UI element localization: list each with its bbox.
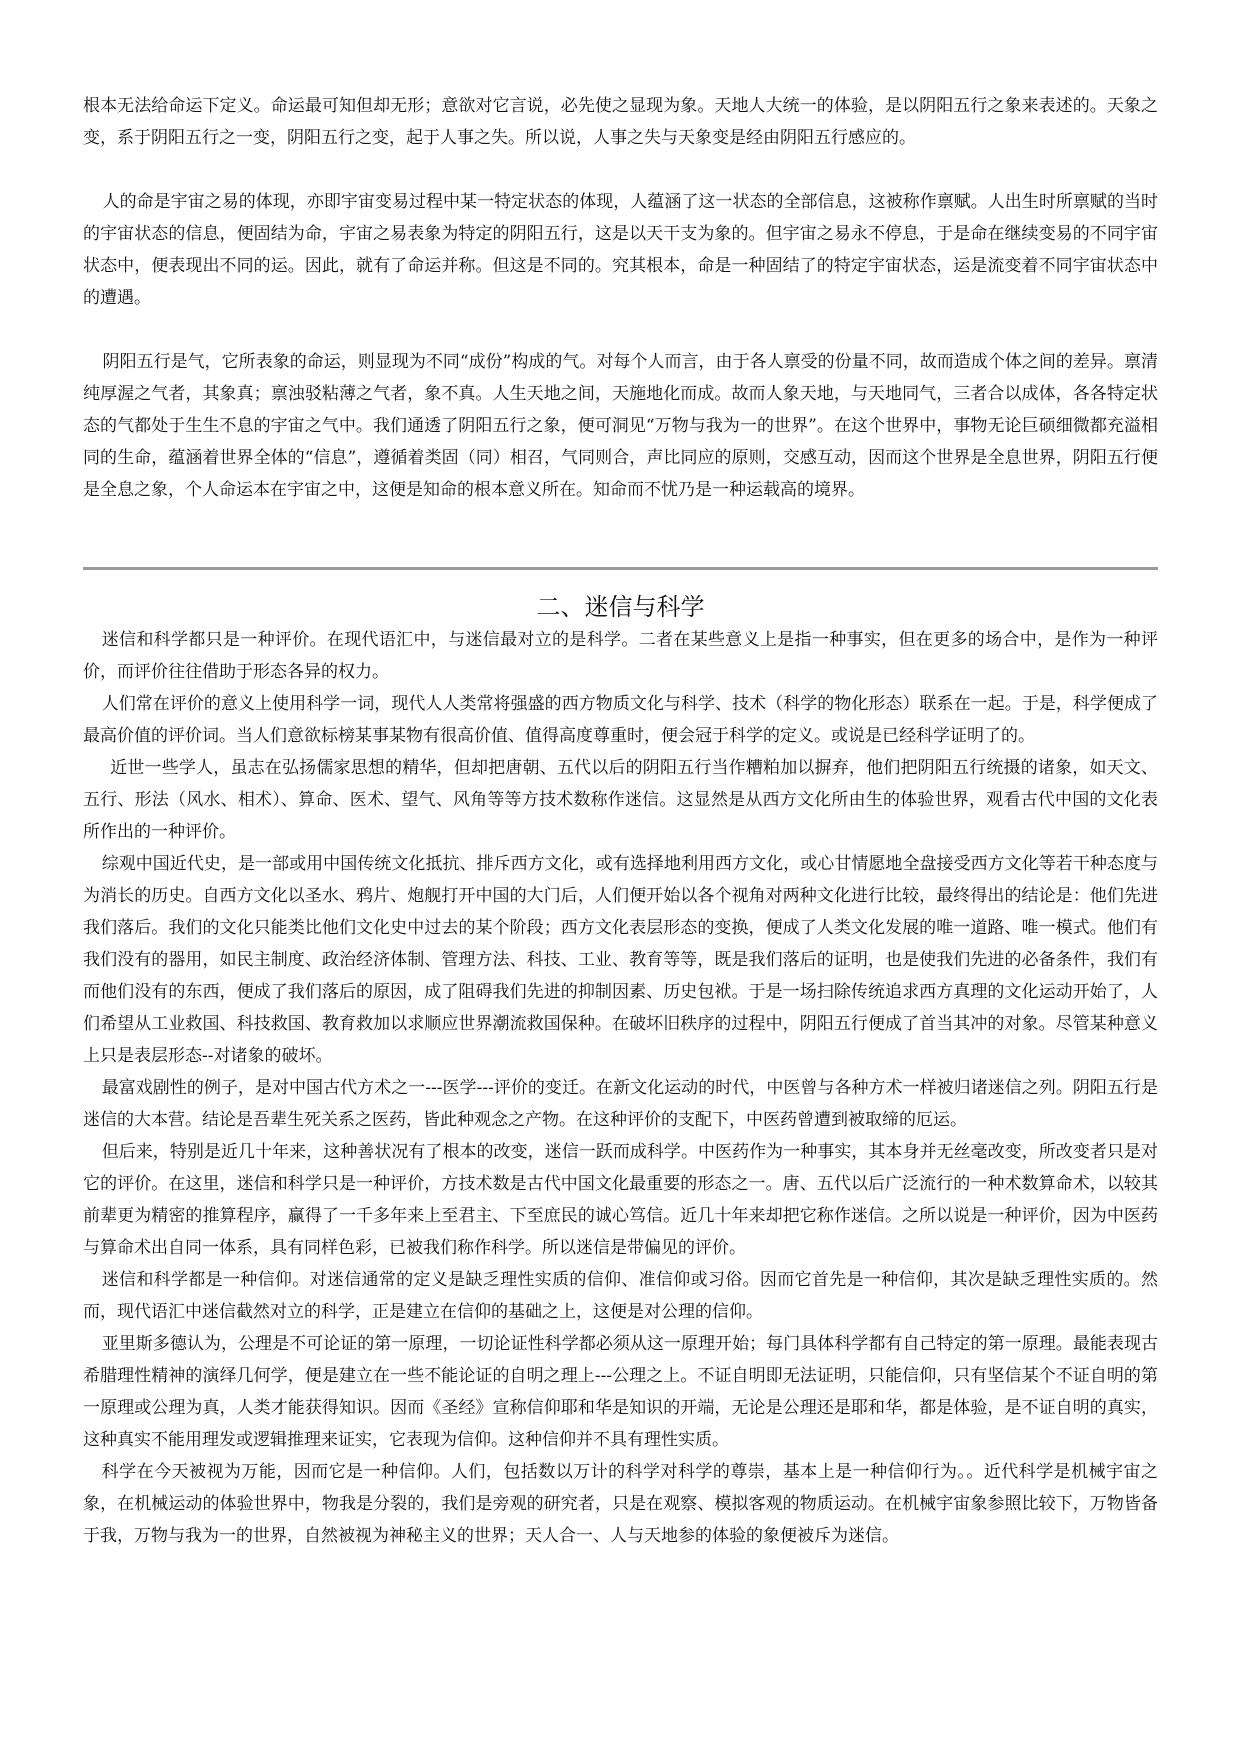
- section-paragraph-4: 综观中国近代史，是一部或用中国传统文化抵抗、排斥西方文化，或有选择地利用西方文化，或心甘情愿地全盘接受西方文化等若干种态度与为消长的历史。自西方文化以圣水、鸦片、炮舰打开中国的大门后，人们便开始以各个视角对两种文化进行比较，最终得出的结论是：他们先进我们落后。我们的文化只能类比他们文化史中过去的某个阶段；西方文化表层形态的变换，便成了人类文化发展的唯一道路、唯一模式。他们有我们没有的器用，如民主制度、政治经济体制、管理方法、科技、工业、教育等等，既是我们落后的证明，也是使我们先进的必备条件，我们有而他们没有的东西，便成了我们落后的原因，成了阻碍我们先进的抑制因素、历史包袱。于是一场扫除传统追求西方真理的文化运动开始了，人们希望从工业救国、科技救国、教育救加以求顺应世界潮流救国保种。在破坏旧秩序的过程中，阴阳五行便成了首当其冲的对象。尽管某种意义上只是表层形态--对诸象的破坏。: [83, 854, 1158, 1066]
- section-paragraph-8: 亚里斯多德认为，公理是不可论证的第一原理，一切论证性科学都必须从这一原理开始；每门具体科学都有自己特定的第一原理。最能表现古希腊理性精神的演绎几何学，便是建立在一些不能论证的自明之理上---公理之上。不证自明即无法证明，只能信仰，只有坚信某个不证自明的第一原理或公理为真，人类才能获得知识。因而《圣经》宣称信仰耶和华是知识的开端，无论是公理还是耶和华，都是体验，是不证自明的真实，这种真实不能用理发或逻辑推理来证实，它表现为信仰。这种信仰并不具有理性实质。: [83, 1334, 1158, 1450]
- intro-paragraph-3: 阴阳五行是气，它所表象的命运，则显现为不同“成份”构成的气。对每个人而言，由于各人禀受的份量不同，故而造成个体之间的差异。禀清纯厚渥之气者，其象真；禀浊驳粘薄之气者，象不真。人生天地之间，天施地化而成。故而人象天地，与天地同气，三者合以成体，各各特定状态的气都处于生生不息的宇宙之气中。我们通透了阴阳五行之象，便可洞见“万物与我为一的世界”。在这个世界中，事物无论巨硕细微都充溢相同的生命，蕴涵着世界全体的“信息”，遵循着类固（同）相召，气同则合，声比同应的原则，交感互动，因而这个世界是全息世界，阴阳五行便是全息之象，个人命运本在宇宙之中，这便是知命的根本意义所在。知命而不忧乃是一种运载高的境界。: [83, 352, 1158, 500]
- section-paragraph-3: 近世一些学人，虽志在弘扬儒家思想的精华，但却把唐朝、五代以后的阴阳五行当作糟粕加以摒弃，他们把阴阳五行统摄的诸象，如天文、五行、形法（风水、相术）、算命、医术、望气、风角等等方技术数称作迷信。这显然是从西方文化所由生的体验世界，观看古代中国的文化表所作出的一种评价。: [83, 758, 1158, 842]
- document-page: [83, 90, 1158, 1552]
- section-paragraph-6: 但后来，特别是近几十年来，这种善状况有了根本的改变，迷信一跃而成科学。中医药作为一种事实，其本身并无丝毫改变，所改变者只是对它的评价。在这里，迷信和科学只是一种评价，方技术数是古代中国文化最重要的形态之一。唐、五代以后广泛流行的一种术数算命术，以较其前辈更为精密的推算程序，赢得了一千多年来上至君主、下至庶民的诚心笃信。近几十年来却把它称作迷信。之所以说是一种评价，因为中医药与算命术出自同一体系，具有同样色彩，已被我们称作科学。所以迷信是带偏见的评价。: [83, 1142, 1158, 1258]
- section-paragraph-5: 最富戏剧性的例子，是对中国古代方术之一---医学---评价的变迁。在新文化运动的时代，中医曾与各种方术一样被归诸迷信之列。阴阳五行是迷信的大本营。结论是吾辈生死关系之医药，皆此种观念之产物。在这种评价的支配下，中医药曾遭到被取缔的厄运。: [83, 1078, 1158, 1130]
- section-title: 二、迷信与科学: [536, 593, 705, 621]
- section-paragraph-1: 迷信和科学都只是一种评价。在现代语汇中，与迷信最对立的是科学。二者在某些意义上是指一种事实，但在更多的场合中，是作为一种评价，而评价往往借助于形态各异的权力。: [83, 630, 1158, 682]
- section-paragraph-2: 人们常在评价的意义上使用科学一词，现代人人类常将强盛的西方物质文化与科学、技术（科学的物化形态）联系在一起。于是，科学便成了最高价值的评价词。当人们意欲标榜某事某物有很高价值、值得高度尊重时，便会冠于科学的定义。或说是已经科学证明了的。: [83, 694, 1158, 746]
- section-divider: [83, 567, 1158, 570]
- intro-paragraph-2: 人的命是宇宙之易的体现，亦即宇宙变易过程中某一特定状态的体现，人蕴涵了这一状态的全部信息，这被称作禀赋。人出生时所禀赋的当时的宇宙状态的信息，便固结为命，宇宙之易表象为特定的阴阳五行，这是以天干支为象的。但宇宙之易永不停息，于是命在继续变易的不同宇宙状态中，便表现出不同的运。因此，就有了命运并称。但这是不同的。究其根本，命是一种固结了的特定宇宙状态，运是流变着不同宇宙状态中的遭遇。: [83, 192, 1158, 308]
- section-paragraph-9: 科学在今天被视为万能，因而它是一种信仰。人们，包括数以万计的科学对科学的尊崇，基本上是一种信仰行为。。近代科学是机械宇宙之象，在机械运动的体验世界中，物我是分裂的，我们是旁观的研究者，只是在观察、模拟客观的物质运动。在机械宇宙象参照比较下，万物皆备于我，万物与我为一的世界，自然被视为神秘主义的世界；天人合一、人与天地参的体验的象便被斥为迷信。: [83, 1462, 1158, 1546]
- section-paragraph-7: 迷信和科学都是一种信仰。对迷信通常的定义是缺乏理性实质的信仰、准信仰或习俗。因而它首先是一种信仰，其次是缺乏理性实质的。然而，现代语汇中迷信截然对立的科学，正是建立在信仰的基础之上，这便是对公理的信仰。: [83, 1270, 1158, 1322]
- intro-paragraph-1: 根本无法给命运下定义。命运最可知但却无形；意欲对它言说，必先使之显现为象。天地人大统一的体验，是以阴阳五行之象来表述的。天象之变，系于阴阳五行之一变，阴阳五行之变，起于人事之失。所以说，人事之失与天象变是经由阴阳五行感应的。: [83, 96, 1158, 148]
